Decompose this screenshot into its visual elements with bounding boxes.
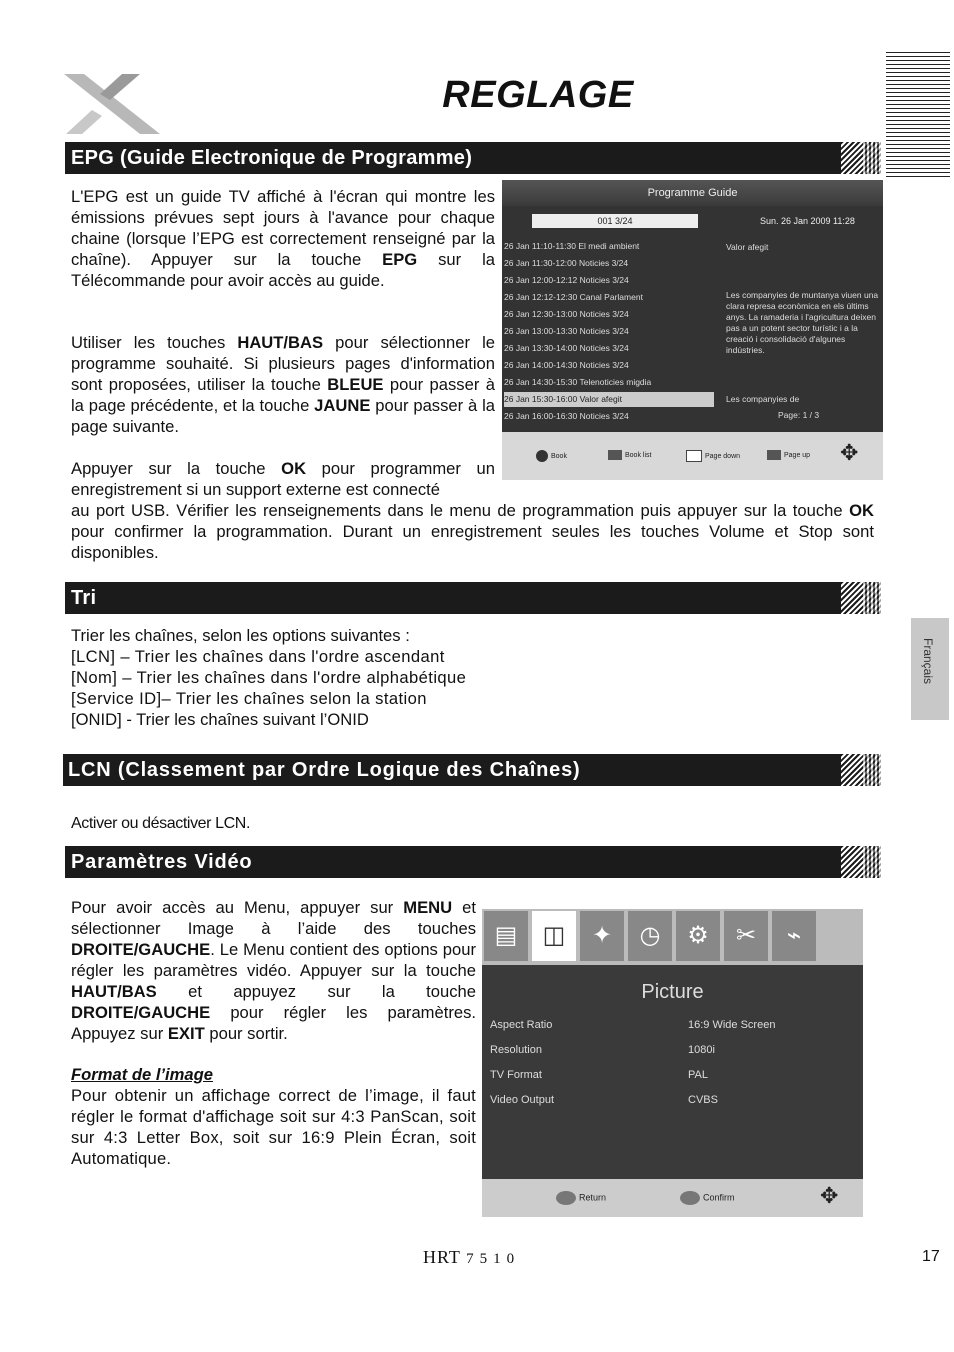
format-subheading: Format de l’image xyxy=(71,1065,214,1084)
settings-icon: ⚙ xyxy=(676,911,720,961)
tri-line: Trier les chaînes, selon les options suivantes : xyxy=(71,626,410,645)
epg-date-selector: 001 3/24 xyxy=(532,214,698,228)
setting-label: TV Format xyxy=(490,1069,542,1081)
picture-menu-title: Picture xyxy=(641,981,704,1003)
epg-book-list-hint: Book list xyxy=(608,450,651,460)
navigation-arrows-icon: ✥ xyxy=(840,440,859,465)
epg-page-indicator: Page: 1 / 3 xyxy=(778,410,820,420)
epg-row: 26 Jan 13:00-13:30 Noticies 3/24 xyxy=(504,326,629,336)
tri-line: [LCN] – Trier les chaînes dans l'ordre ascendant xyxy=(71,647,445,666)
decorative-stripes xyxy=(886,52,950,178)
blue-button-icon xyxy=(686,450,702,462)
section-title: Paramètres Vidéo xyxy=(71,851,253,873)
epg-row: 26 Jan 16:00-16:30 Noticies 3/24 xyxy=(504,411,629,421)
epg-page-down-hint: Page down xyxy=(686,450,740,462)
section-header-tri xyxy=(65,582,881,614)
page-title: REGLAGE xyxy=(442,74,634,116)
language-side-tab xyxy=(911,618,949,720)
hatch-decoration xyxy=(841,846,881,878)
hatch-decoration xyxy=(841,754,881,786)
confirm-hint: Confirm xyxy=(680,1191,735,1205)
tri-line: [Nom] – Trier les chaînes dans l'ordre alphabétique xyxy=(71,668,467,687)
hatch-decoration xyxy=(841,582,881,614)
epg-paragraph-1: L'EPG est un guide TV affiché à l'écran qui montre les émissions prévues sept jours à l'avance pour chaque chaine (lorsque l’EPG est correctement renseigné par la chaîne). Appuyer sur la touche EPG sur la Télécommande pour avoir accès au guide. xyxy=(71,187,495,290)
lcn-text: Activer ou désactiver LCN. xyxy=(71,815,251,832)
section-title: LCN (Classement par Ordre Logique des Chaînes) xyxy=(68,759,581,781)
epg-paragraph-4: au port USB. Vérifier les renseignements dans le menu de programmation puis appuyer sur la touche OK pour confirmer la programmation. Durant un enregistrement seules les touches Volume et Stop sont disponibles. xyxy=(71,501,874,562)
yellow-button-icon xyxy=(767,450,781,460)
setting-label: Aspect Ratio xyxy=(490,1019,553,1031)
picture-menu-screenshot xyxy=(482,909,863,1217)
epg-row: 26 Jan 14:30-15:30 Telenoticies migdia xyxy=(504,377,652,387)
epg-paragraph-3: Appuyer sur la touche OK pour programmer un enregistrement si un support externe est connecté xyxy=(71,459,495,499)
epg-info-title: Valor afegit xyxy=(726,242,769,252)
section-header-epg xyxy=(65,142,881,174)
epg-row-selected: 26 Jan 15:30-16:00 Valor afegit xyxy=(504,392,714,407)
section-title: Tri xyxy=(71,587,97,609)
epg-row: 26 Jan 11:10-11:30 El medi ambient xyxy=(504,241,640,251)
epg-row: 26 Jan 12:00-12:12 Noticies 3/24 xyxy=(504,275,629,285)
setting-value: PAL xyxy=(688,1069,708,1081)
picture-icon: ◫ xyxy=(532,911,576,961)
page-number: 17 xyxy=(922,1248,940,1265)
footer-model xyxy=(423,1247,520,1268)
epg-paragraph-2: Utiliser les touches HAUT/BAS pour sélectionner le programme souhaité. Si plusieurs pages d'information sont proposées, utiliser la touche BLEUE pour passer à la page précédente, et la touche JAUNE pour passer à la page suivante. xyxy=(71,333,495,436)
epg-book-hint: Book xyxy=(536,450,567,462)
epg-row: 26 Jan 12:12-12:30 Canal Parlament xyxy=(504,292,643,302)
section-header-video xyxy=(65,846,881,878)
epg-info-footer: Les companyies de xyxy=(726,394,800,404)
satellite-icon: ✦ xyxy=(580,911,624,961)
tri-line: [ONID] - Trier les chaînes suivant l’ONID xyxy=(71,710,369,729)
epg-row: 26 Jan 14:00-14:30 Noticies 3/24 xyxy=(504,360,629,370)
hatch-decoration xyxy=(841,142,881,174)
model-number: 7510 xyxy=(466,1251,521,1267)
tools-icon: ✂ xyxy=(724,911,768,961)
time-icon: ◷ xyxy=(628,911,672,961)
section-header-lcn xyxy=(63,754,881,786)
epg-screen-title: Programme Guide xyxy=(502,180,883,206)
ok-button-icon xyxy=(680,1191,700,1205)
red-button-icon xyxy=(608,450,622,460)
picture-button-bar xyxy=(482,1179,863,1217)
model-prefix: HRT xyxy=(423,1247,461,1267)
epg-row: 26 Jan 11:30-12:00 Noticies 3/24 xyxy=(504,258,629,268)
exit-button-icon xyxy=(556,1191,576,1205)
ok-button-icon xyxy=(536,450,548,462)
epg-screenshot xyxy=(502,180,883,480)
setting-label: Video Output xyxy=(490,1094,555,1106)
section-title: EPG (Guide Electronique de Programme) xyxy=(71,147,473,169)
channel-icon: ▤ xyxy=(484,911,528,961)
video-paragraph-2: Pour obtenir un affichage correct de l’image, il faut régler le format d'affichage soit sur 4:3 PanScan, soit sur 4:3 Letter Box, soit sur 16:9 Plein Écran, soit Automatique. xyxy=(71,1086,476,1168)
navigation-arrows-icon: ✥ xyxy=(820,1183,839,1208)
setting-label: Resolution xyxy=(490,1044,542,1056)
usb-icon: ⌁ xyxy=(772,911,816,961)
tri-line: [Service ID]– Trier les chaînes selon la station xyxy=(71,689,427,708)
tri-list xyxy=(71,625,671,730)
menu-icon-bar xyxy=(482,909,863,965)
setting-value: 1080i xyxy=(688,1044,715,1056)
setting-value: CVBS xyxy=(688,1094,718,1106)
epg-row: 26 Jan 12:30-13:00 Noticies 3/24 xyxy=(504,309,629,319)
language-label: Français xyxy=(921,638,935,685)
epg-info-text: Les companyies de muntanya viuen una clara represa econòmica en els últims anys. La ramaderia i l'agricultura deixen pas a un potent sector turístic i a la creació i consolidació d'algunes indústries. xyxy=(726,290,879,355)
epg-row: 26 Jan 13:30-14:00 Noticies 3/24 xyxy=(504,343,629,353)
video-paragraph-1: Pour avoir accès au Menu, appuyer sur MENU et sélectionner Image à l’aide des touches DROITE/GAUCHE. Le Menu contient des options pour régler les paramètres vidéo. Appuyer sur la touche HAUT/BAS et appuyez sur la touche DROITE/GAUCHE pour régler les paramètres. Appuyez sur EXIT pour sortir. xyxy=(71,898,477,1043)
epg-current-time: Sun. 26 Jan 2009 11:28 xyxy=(760,216,855,226)
setting-value: 16:9 Wide Screen xyxy=(688,1019,776,1031)
epg-button-bar xyxy=(502,432,883,480)
epg-page-up-hint: Page up xyxy=(767,450,810,460)
return-hint: Return xyxy=(556,1191,606,1205)
